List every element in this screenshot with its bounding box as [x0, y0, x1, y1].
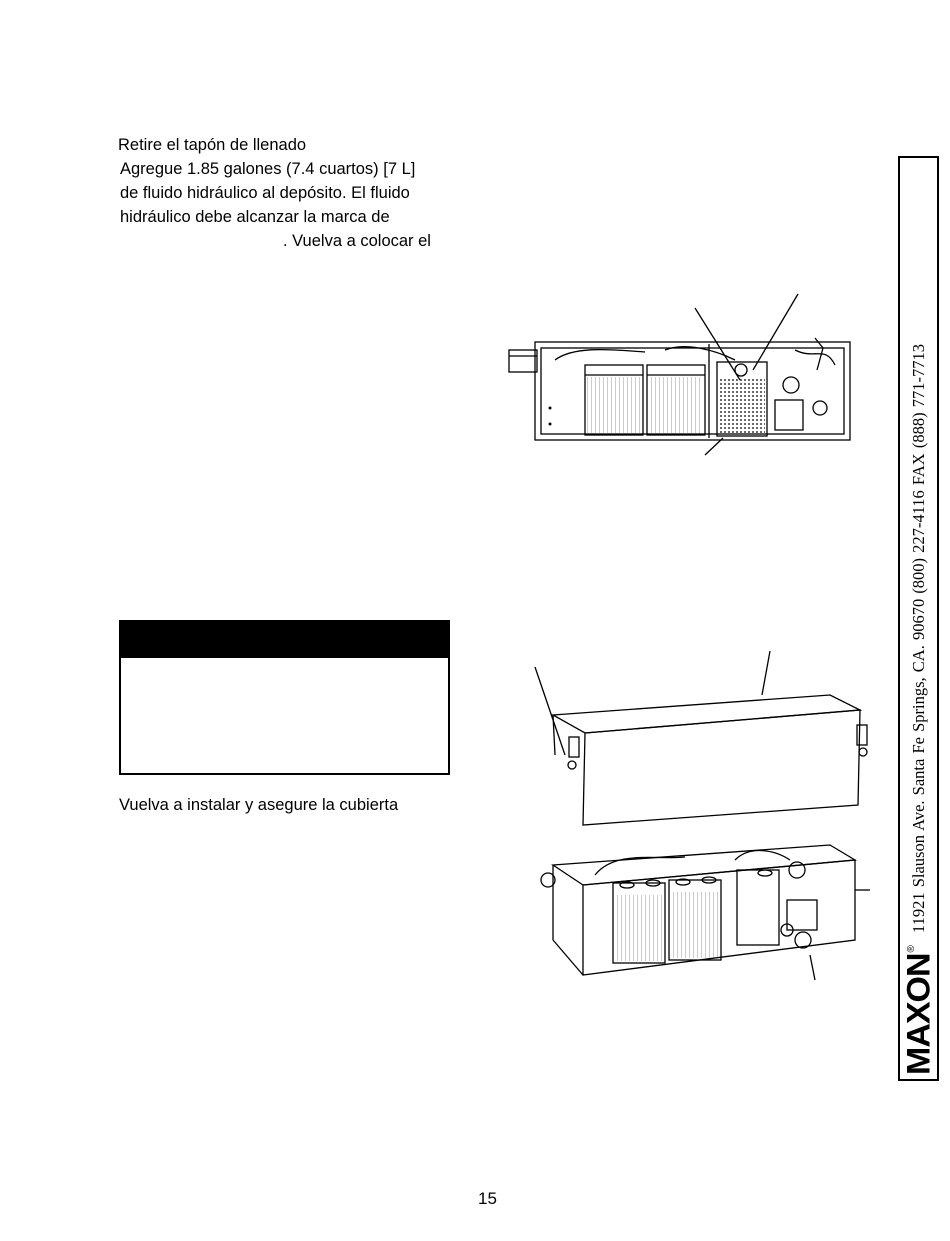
- instruction-line-1: Retire el tapón de llenado: [118, 136, 307, 154]
- company-address: 11921 Slauson Ave. Santa Fe Springs, CA. 90670 (800) 227-4116 FAX (888) 771-7713: [908, 343, 928, 933]
- reinstall-cover-text: Vuelva a instalar y asegure la cubierta: [119, 796, 399, 814]
- warning-box: [119, 620, 450, 775]
- registered-mark: ®: [905, 944, 916, 952]
- page-number: 15: [478, 1189, 497, 1208]
- instruction-line-5: . Vuelva a colocar el: [283, 232, 431, 250]
- instruction-line-2: Agregue 1.85 galones (7.4 cuartos) [7 L]: [120, 160, 416, 178]
- instruction-line-4: hidráulico debe alcanzar la marca de: [120, 208, 390, 226]
- instruction-text: [118, 136, 431, 256]
- pump-box-top-view-figure: [495, 290, 865, 465]
- maxon-logo: MAXON: [899, 952, 937, 1075]
- cover-installation-figure: [525, 645, 880, 985]
- instruction-line-3: de fluido hidráulico al depósito. El fluido: [120, 184, 410, 202]
- company-sidebar: [898, 156, 939, 1081]
- warning-header-bar: [121, 622, 448, 658]
